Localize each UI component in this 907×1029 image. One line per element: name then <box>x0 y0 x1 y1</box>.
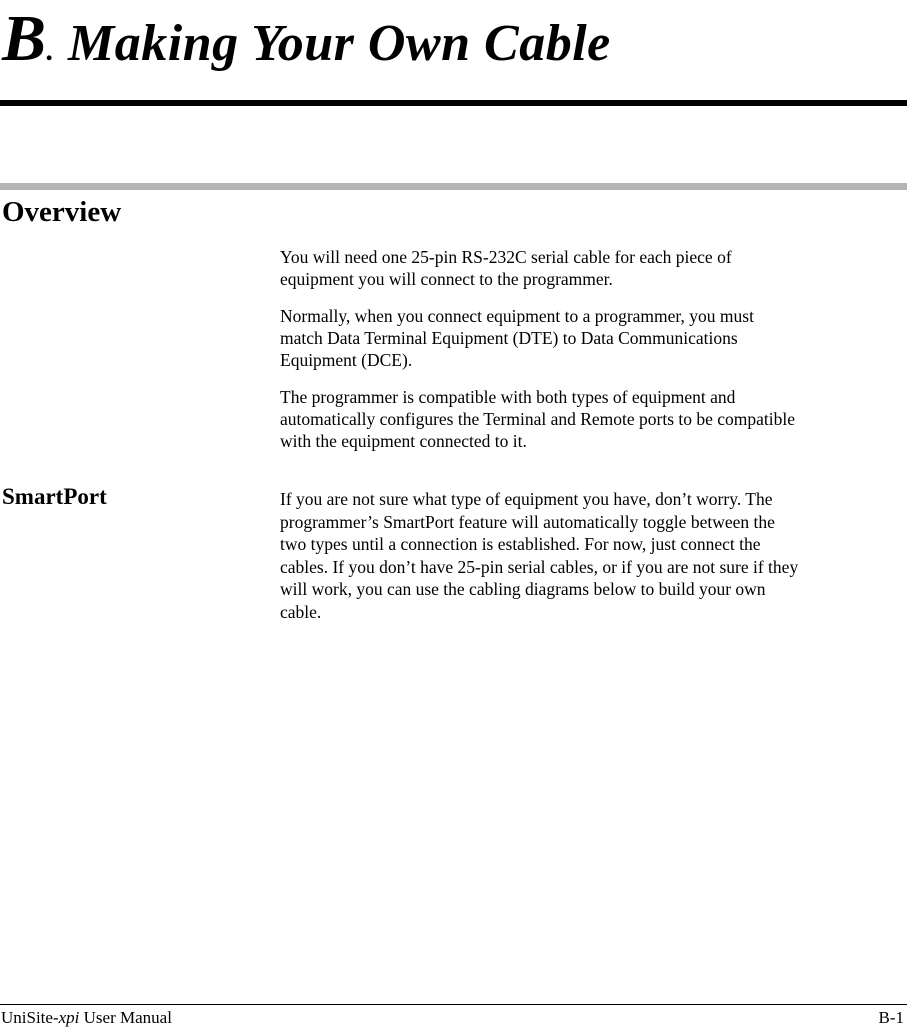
footer-rule <box>0 1004 907 1005</box>
text-line: cable. <box>280 601 322 622</box>
text-line: If you are not sure what type of equipment you have, don’t worry. The <box>280 489 773 509</box>
text-line: will work, you can use the cabling diagrams below to build your own <box>280 579 766 600</box>
smartport-body <box>280 488 907 624</box>
text-line: Equipment (DCE). <box>280 350 413 370</box>
text-line: with the equipment connected to it. <box>280 431 527 451</box>
chapter-title <box>2 4 611 86</box>
chapter-title-text: Making Your Own Cable <box>54 15 611 72</box>
section-rule <box>0 183 907 190</box>
text-line: match Data Terminal Equipment (DTE) to Data Communications <box>280 328 738 348</box>
paragraph <box>280 246 907 290</box>
paragraph <box>280 386 907 452</box>
overview-body <box>280 246 907 467</box>
text-line: The programmer is compatible with both types of equipment and <box>280 387 736 407</box>
text-line: automatically configures the Terminal and Remote ports to be compatible <box>280 409 796 429</box>
page-number: B-1 <box>878 1008 904 1027</box>
footer-product: UniSite- <box>1 1008 59 1027</box>
text-line: Normally, when you connect equipment to a programmer, you must <box>280 306 754 326</box>
text-line: cables. If you don’t have 25-pin serial cables, or if you are not sure if they <box>280 556 799 577</box>
text-line: You will need one 25-pin RS-232C serial cable for each piece of <box>280 247 732 267</box>
smartport-heading: SmartPort <box>2 484 107 509</box>
text-line: equipment you will connect to the programmer. <box>280 269 613 289</box>
overview-heading: Overview <box>2 196 122 228</box>
title-rule <box>0 100 907 106</box>
footer-manual-title <box>1 1008 172 1028</box>
footer-manual: User Manual <box>79 1008 172 1027</box>
paragraph <box>280 305 907 371</box>
text-line: programmer’s SmartPort feature will automatically toggle between the <box>280 511 775 532</box>
chapter-letter: B <box>2 2 47 75</box>
text-line: two types until a connection is established. For now, just connect the <box>280 534 761 555</box>
title-separator: . <box>46 34 55 67</box>
footer-product-suffix: xpi <box>58 1008 80 1027</box>
